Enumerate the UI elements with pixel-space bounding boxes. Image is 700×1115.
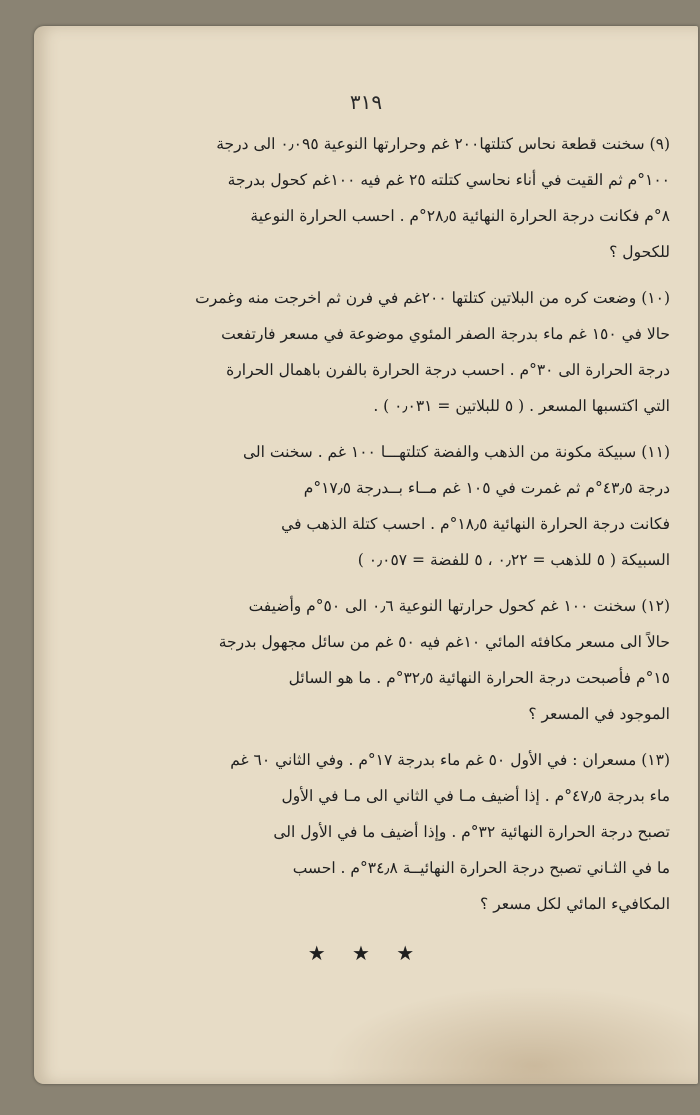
problem-line: ما في الثـاني تصبح درجة الحرارة النهائيــة ٣٤٫٨°م . احسب — [292, 859, 670, 877]
book-page — [34, 26, 698, 1084]
problem-line: ٨°م فكانت درجة الحرارة النهائية ٢٨٫٥°م . احسب الحرارة النوعية — [250, 207, 670, 225]
problem-line: مسعران : في الأول ٥٠ غم ماء بدرجة ١٧°م . وفي الثاني ٦٠ غم — [230, 751, 637, 769]
problem-line: ١٥°م فأصبحت درجة الحرارة النهائية ٣٢٫٥°م . ما هو السائل — [288, 669, 670, 687]
problem-line: ماء بدرجة ٤٧٫٥°م . إذا أضيف مـا في الثاني الى مـا في الأول — [281, 787, 670, 805]
problem-line: درجة الحرارة الى ٣٠°م . احسب درجة الحرارة بالفرن باهمال الحرارة — [226, 361, 670, 379]
problem-number: (١١) — [641, 443, 670, 461]
problem-line: السبيكة ( ٥ للذهب = ٠٫٢٢ ، ٥ للفضة = ٠٫٠٥٧ ) — [357, 551, 670, 569]
problem-12 — [134, 588, 670, 732]
problem-line: التي اكتسبها المسعر . ( ٥ للبلاتين = ٠٫٠٣١ ) . — [373, 397, 670, 415]
problem-number: (١٢) — [641, 597, 670, 615]
problem-line: وضعت كره من البلاتين كتلتها ٢٠٠غم في فرن ثم اخرجت منه وغمرت — [195, 289, 637, 307]
problem-number: (٩) — [649, 135, 670, 153]
problem-13 — [134, 742, 670, 922]
problem-number: (١٠) — [641, 289, 670, 307]
problem-line: سبيكة مكونة من الذهب والفضة كتلتهـــا ١٠٠ غم . سخنت الى — [243, 443, 637, 461]
problem-line: المكافيء المائي لكل مسعر ؟ — [480, 895, 670, 913]
problem-line: سخنت ١٠٠ غم كحول حرارتها النوعية ٠٫٦ الى ٥٠°م وأضيفت — [248, 597, 637, 615]
problem-line: فكانت درجة الحرارة النهائية ١٨٫٥°م . احسب كتلة الذهب في — [281, 515, 670, 533]
problem-line: ١٠٠°م ثم القيت في أناء نحاسي كتلته ٢٥ غم فيه ١٠٠غم كحول بدرجة — [227, 171, 670, 189]
problem-line: تصبح درجة الحرارة النهائية ٣٢°م . وإذا أضيف ما في الأول الى — [273, 823, 670, 841]
water-stain — [324, 986, 698, 1084]
problem-9 — [134, 126, 670, 270]
problem-11 — [134, 434, 670, 578]
problem-10 — [134, 280, 670, 424]
end-stars-ornament: ★ ★ ★ — [307, 941, 425, 965]
problem-line: حالاً الى مسعر مكافئه المائي ١٠غم فيه ٥٠ غم من سائل مجهول بدرجة — [218, 633, 670, 651]
page-number: ٣١٩ — [349, 90, 383, 114]
problem-list — [134, 126, 670, 932]
problem-line: للكحول ؟ — [609, 243, 670, 261]
problem-line: سخنت قطعة نحاس كتلتها٢٠٠ غم وحرارتها النوعية ٠٫٠٩٥ الى درجة — [216, 135, 645, 153]
problem-line: الموجود في المسعر ؟ — [528, 705, 670, 723]
problem-line: درجة ٤٣٫٥°م ثم غمرت في ١٠٥ غم مــاء بــدرجة ١٧٫٥°م — [303, 479, 670, 497]
problem-number: (١٣) — [641, 751, 670, 769]
problem-line: حالا في ١٥٠ غم ماء بدرجة الصفر المئوي موضوعة في مسعر فارتفعت — [221, 325, 670, 343]
